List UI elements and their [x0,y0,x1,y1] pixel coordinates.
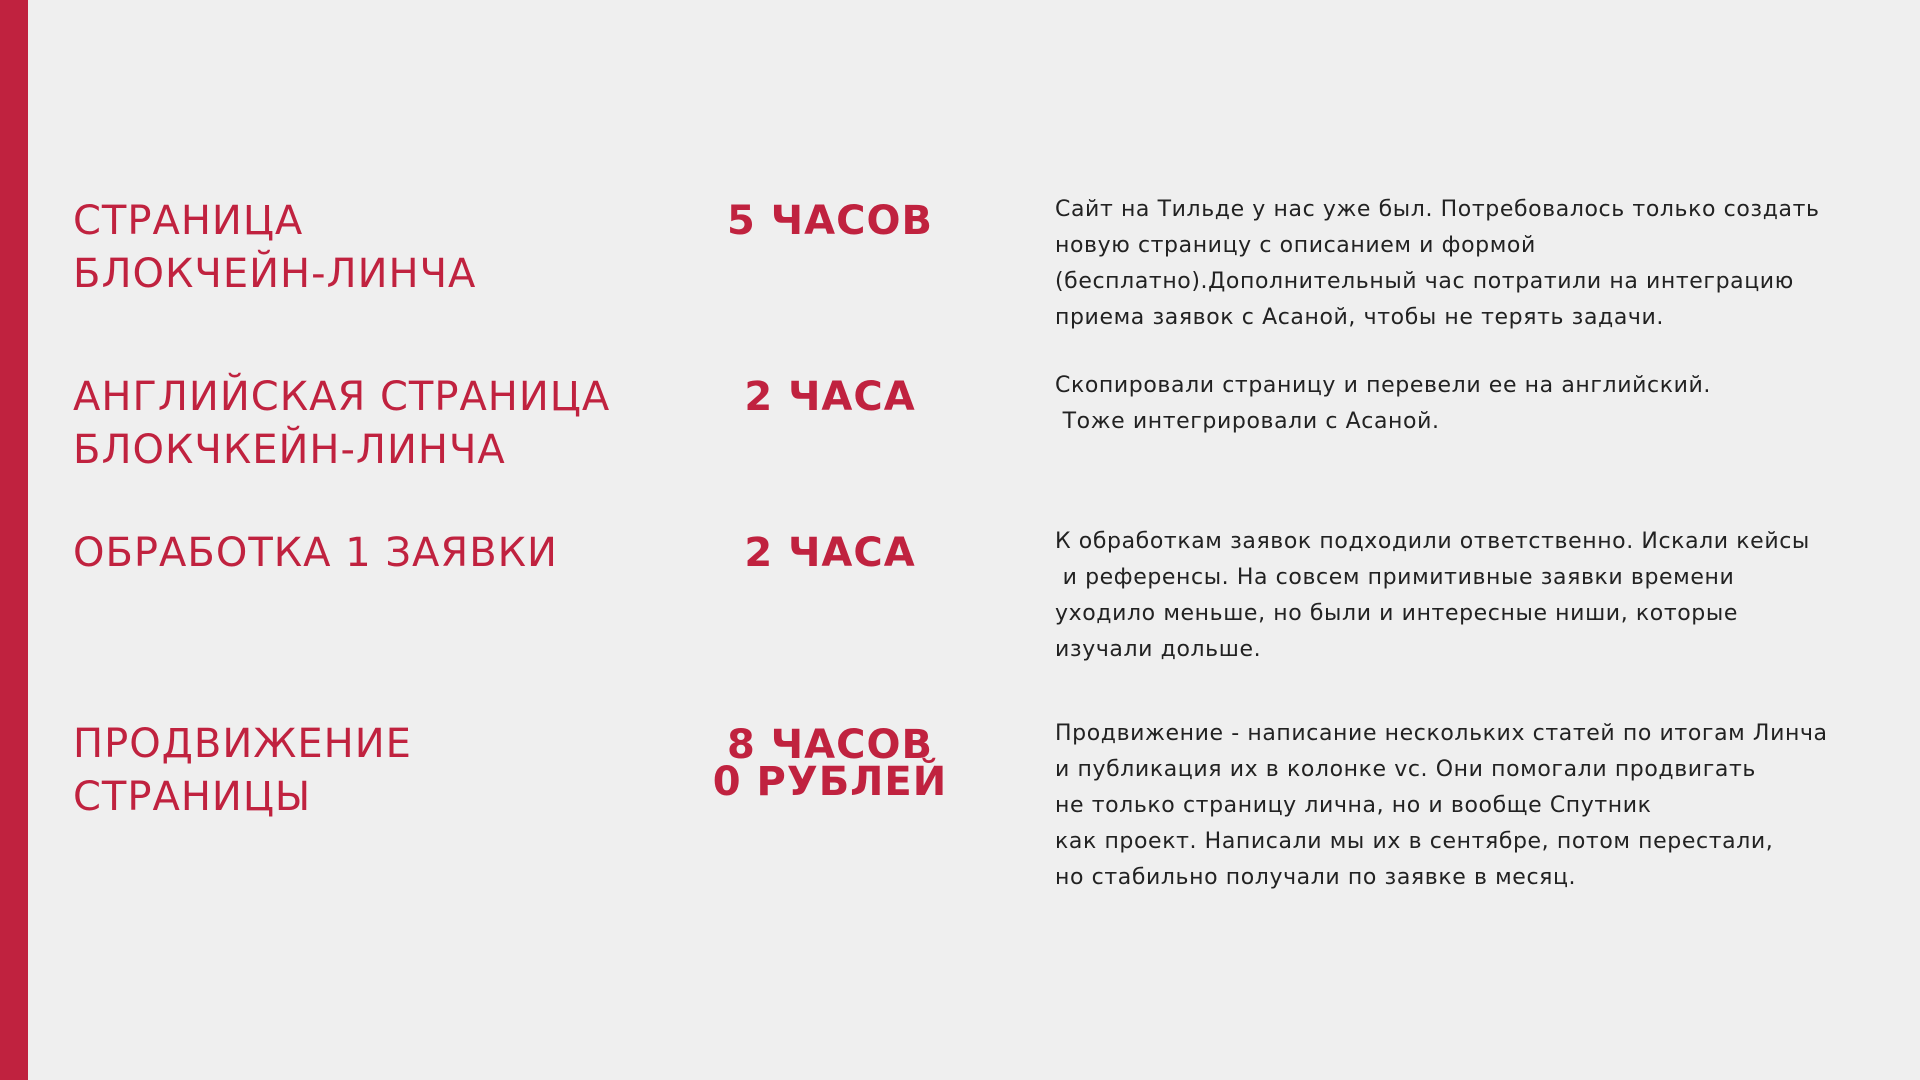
time-estimate: 2 ЧАСА [744,374,916,420]
task-description: Скопировали страницу и перевели ее на английский. Тоже интегрировали с Асаной. [1055,373,1711,434]
task-label: СТРАНИЦА БЛОКЧЕЙН-ЛИНЧА [73,198,477,297]
task-label: ОБРАБОТКА 1 ЗАЯВКИ [73,530,558,576]
time-estimate: 8 ЧАСОВ 0 РУБЛЕЙ [712,722,948,805]
time-estimate: 2 ЧАСА [744,530,916,576]
task-label: ПРОДВИЖЕНИЕ СТРАНИЦЫ [73,721,412,820]
accent-bar [0,0,28,1080]
task-label: АНГЛИЙСКАЯ СТРАНИЦА БЛОКЧКЕЙН-ЛИНЧА [73,374,611,473]
task-description: К обработкам заявок подходили ответственно. Искали кейсы и референсы. На совсем примитивные заявки времени уходило меньше, но были и интересные ниши, которые изучали дольше. [1055,529,1810,662]
task-description: Сайт на Тильде у нас уже был. Потребовалось только создать новую страницу с описанием и формой (бесплатно).Дополнительный час потратили на интеграцию приема заявок с Асаной, чтобы не терять задачи. [1055,197,1820,330]
time-estimate: 5 ЧАСОВ [727,198,933,244]
task-description: Продвижение - написание нескольких статей по итогам Линча и публикация их в колонке vc. Они помогали продвигать не только страницу лична, но и вообще Спутник как проект. Написали мы их в сентябре, потом перестали, но стабильно получали по заявке в месяц. [1055,721,1828,890]
